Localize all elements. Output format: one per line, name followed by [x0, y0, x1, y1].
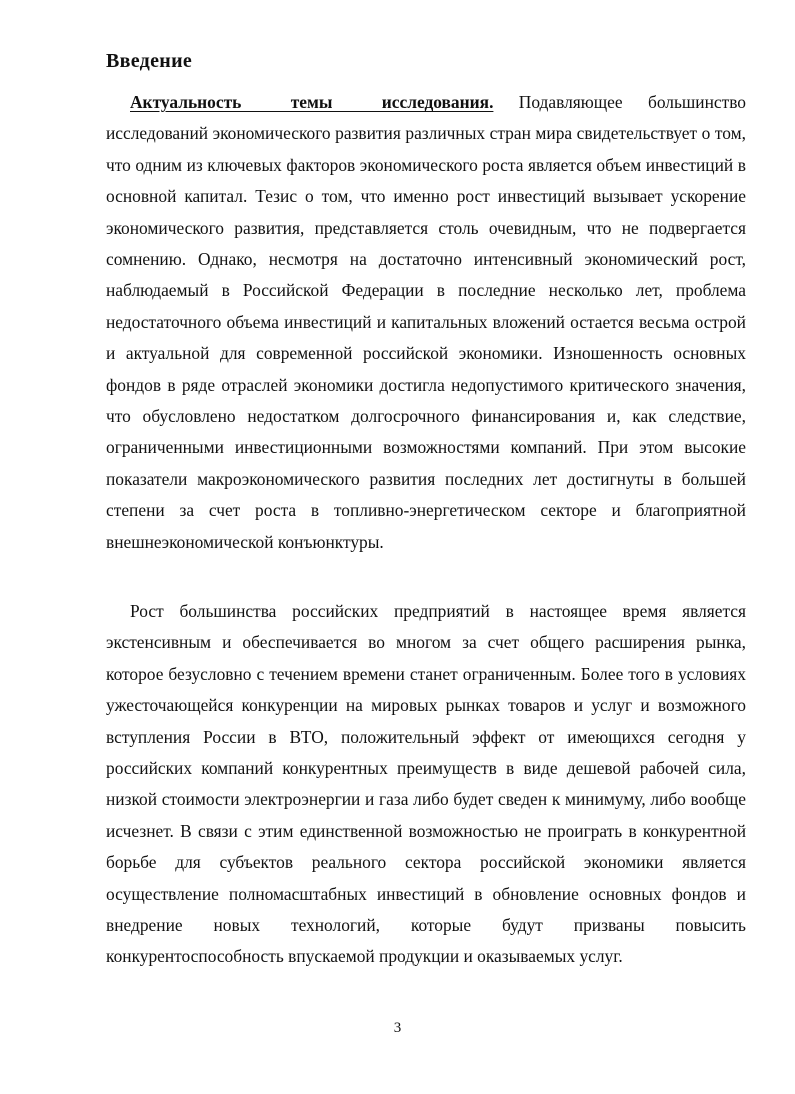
paragraph-text: Рост большинства российских предприятий в настоящее время является экстенсивным и обеспечивается во многом за счет общего расширения рынка, которое безусловно с течением времени станет ограниченным. Более того в условиях ужесточающейся конкуренции на мировых рынках товаров и услуг и возможного вступления России в ВТО, положительный эффект от имеющихся сегодня у российских компаний конкурентных преимуществ в виде дешевой рабочей сила, низкой стоимости электроэнергии и газа либо будет сведен к минимуму, либо вообще исчезнет. В связи с этим единственной возможностью не проиграть в конкурентной борьбе для субъектов реального сектора российской экономики является осуществление полномасштабных инвестиций в обновление основных фондов и внедрение новых технологий, которые будут призваны повысить конкурентоспособность впускаемой продукции и оказываемых услуг.: [106, 601, 746, 967]
paragraph-lead: Актуальность темы исследования.: [130, 92, 494, 112]
paragraph-text: Подавляющее большинство исследований экономического развития различных стран мира свидетельствует о том, что одним из ключевых факторов экономического роста является объем инвестиций в основной капитал. Тезис о том, что именно рост инвестиций вызывает ускорение экономического развития, представляется столь очевидным, что не подвергается сомнению. Однако, несмотря на достаточно интенсивный экономический рост, наблюдаемый в Российской Федерации в последние несколько лет, проблема недостаточного объема инвестиций и капитальных вложений остается весьма острой и актуальной для современной российской экономики. Изношенность основных фондов в ряде отраслей экономики достигла недопустимого критического значения, что обусловлено недостатком долгосрочного финансирования и, как следствие, ограниченными инвестиционными возможностями компаний. При этом высокие показатели макроэкономического развития последних лет достигнуты в большей степени за счет роста в топливно-энергетическом секторе и благоприятной внешнеэкономической конъюнктуры.: [106, 92, 747, 552]
paragraph-growth: [106, 596, 746, 973]
section-heading: Введение: [106, 50, 193, 72]
page-number: 3: [393, 1020, 402, 1036]
paragraph-relevance: [106, 87, 746, 558]
